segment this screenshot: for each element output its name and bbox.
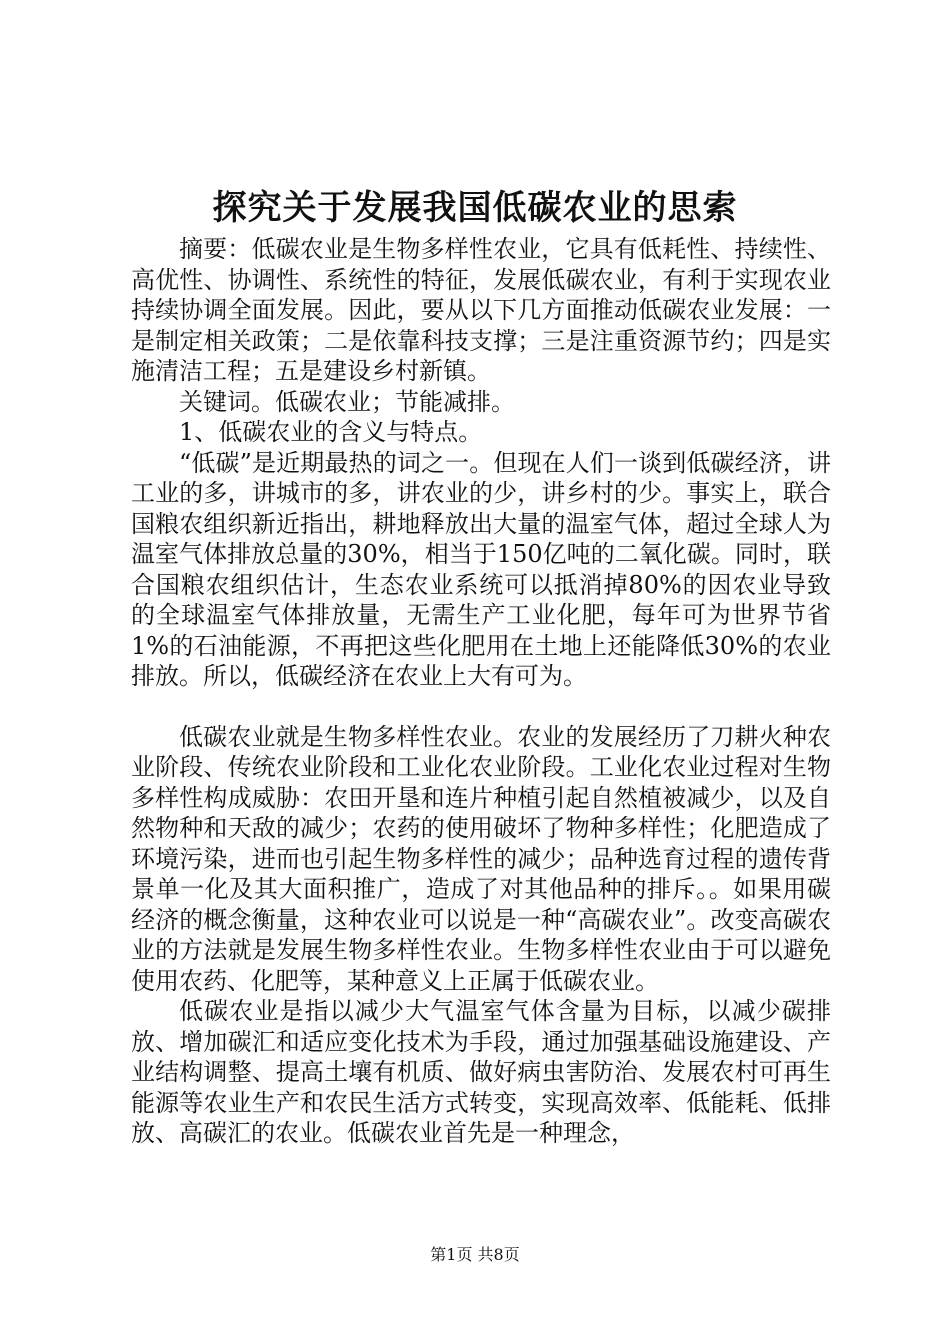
keywords-paragraph: 关键词。低碳农业；节能减排。	[179, 387, 515, 416]
document-title: 探究关于发展我国低碳农业的思索	[212, 188, 738, 228]
body-paragraph: “低碳”是近期最热的词之一。但现在人们一谈到低碳经济，讲工业的多，讲城市的多，讲农业的少，讲乡村的少。事实上，联合国粮农组织新近指出，耕地释放出大量的温室气体，超过全球人为温室气体排放总量的30%，相当于150亿吨的二氧化碳。同时，联合国粮农组织估计，生态农业系统可以抵消掉80%的因农业导致的全球温室气体排放量，无需生产工业化肥，每年可为世界节省1%的石油能源，不再把这些化肥用在土地上还能降低30%的农业排放。所以，低碳经济在农业上大有可为。	[131, 448, 831, 690]
page-footer: 第1页 共8页	[430, 1245, 520, 1264]
body-paragraph: 低碳农业就是生物多样性农业。农业的发展经历了刀耕火种农业阶段、传统农业阶段和工业化农业阶段。工业化农业过程对生物多样性构成威胁：农田开垦和连片种植引起自然植被减少，以及自然物种和天敌的减少；农药的使用破坏了物种多样性；化肥造成了环境污染，进而也引起生物多样性的减少；品种选育过程的遗传背景单一化及其大面积推广，造成了对其他品种的排斥。。如果用碳经济的概念衡量，这种农业可以说是一种“高碳农业”。改变高碳农业的方法就是发展生物多样性农业。生物多样性农业由于可以避免使用农药、化肥等，某种意义上正属于低碳农业。	[131, 722, 831, 995]
body-paragraph: 低碳农业是指以减少大气温室气体含量为目标，以减少碳排放、增加碳汇和适应变化技术为手段，通过加强基础设施建设、产业结构调整、提高土壤有机质、做好病虫害防治、发展农村可再生能源等农业生产和农民生活方式转变，实现高效率、低能耗、低排放、高碳汇的农业。低碳农业首先是一种理念，	[131, 997, 831, 1147]
abstract-paragraph: 摘要：低碳农业是生物多样性农业，它具有低耗性、持续性、高优性、协调性、系统性的特征，发展低碳农业，有利于实现农业持续协调全面发展。因此，要从以下几方面推动低碳农业发展：一是制定相关政策；二是依靠科技支撑；三是注重资源节约；四是实施清洁工程；五是建设乡村新镇。	[131, 235, 831, 385]
section-heading: 1、低碳农业的含义与特点。	[179, 418, 483, 446]
document-body	[131, 234, 831, 1149]
